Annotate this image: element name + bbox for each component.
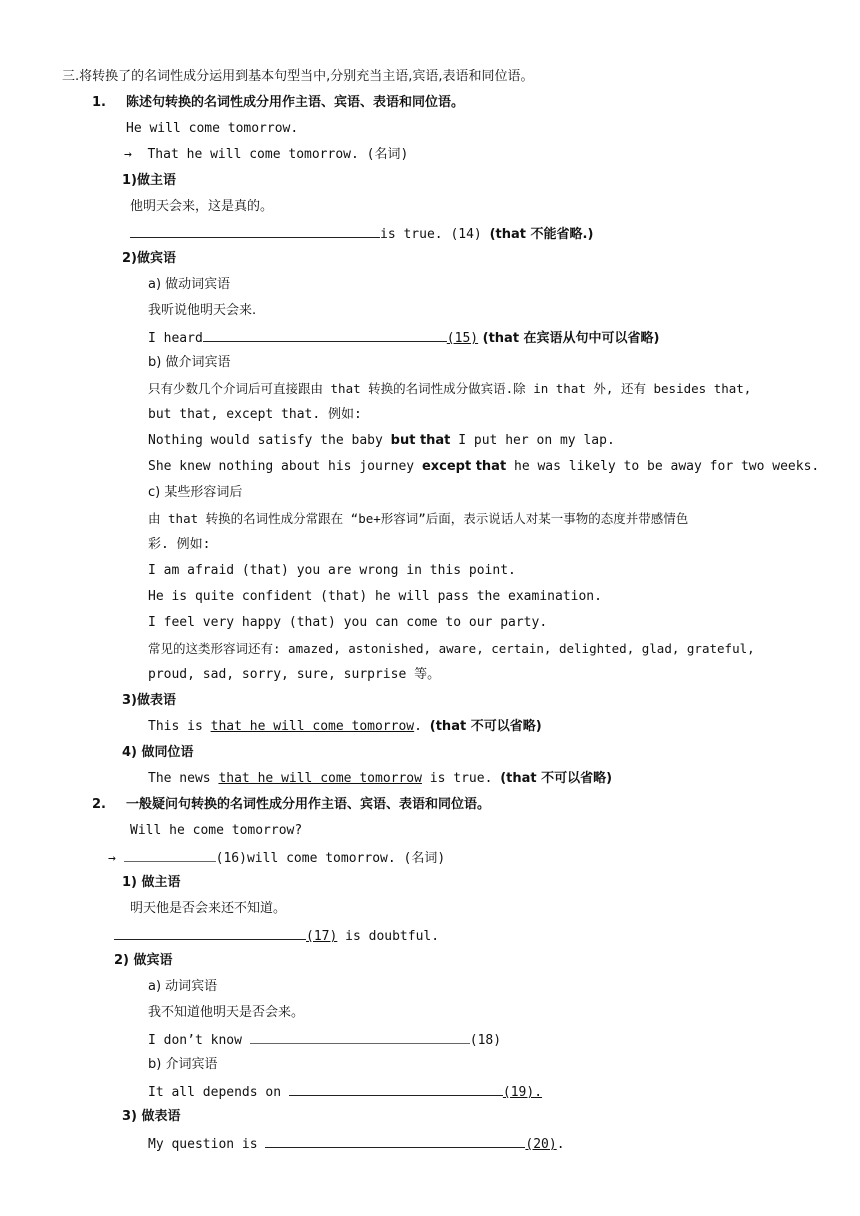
p1-appositive-note: (that 不可以省略) [500, 771, 613, 786]
p2-object-b-lead: It all depends on [148, 1085, 289, 1100]
p1-object-b-heading: b) 做介词宾语 [148, 355, 231, 370]
example-text: I put her on my lap. [450, 433, 615, 448]
part1-title: 陈述句转换的名词性成分用作主语、宾语、表语和同位语。 [126, 95, 465, 110]
p1-object-a-note: (that 在宾语从句中可以省略) [478, 331, 660, 346]
sentence-text: The news [148, 771, 219, 786]
part1-number: 1. [92, 95, 106, 110]
p1-subject-heading: 1)做主语 [122, 173, 176, 188]
part2-transform [108, 848, 445, 868]
p2-subject-heading: 1) 做主语 [122, 875, 181, 890]
section-title: 三.将转换了的名词性成分运用到基本句型当中,分别充当主语,宾语,表语和同位语。 [62, 69, 534, 84]
part2-example-result: (16)will come tomorrow. (名词) [215, 851, 446, 866]
part2-number: 2. [92, 797, 106, 812]
answer-blank-14[interactable] [130, 224, 380, 238]
p1-object-b-text2: but that, except that. 例如: [148, 407, 362, 422]
p1-object-b-text1: 只有少数几个介词后可直接跟由 that 转换的名词性成分做宾语.除 in that 外, 还有 besides that, [148, 381, 752, 396]
p1-object-c-example3: I feel very happy (that) you can come to our party. [148, 615, 548, 630]
p1-predicative-note: (that 不可以省略) [429, 719, 542, 734]
p1-subject-note: (that 不能省略.) [489, 227, 594, 242]
p1-object-a-heading: a) 做动词宾语 [148, 277, 231, 292]
underlined-clause: that he will come tomorrow [218, 771, 422, 786]
answer-blank-18[interactable] [250, 1030, 470, 1044]
p1-object-a-lead: I heard [148, 331, 203, 346]
p2-subject-number: (17) [306, 929, 338, 944]
p1-appositive-heading: 4) 做同位语 [122, 745, 194, 760]
p2-object-a-heading: a) 动词宾语 [148, 979, 218, 994]
part1-example-result: That he will come tomorrow. (名词) [147, 147, 409, 162]
sentence-text: . [414, 719, 430, 734]
p1-subject-tail: is true. (14) [380, 227, 490, 242]
p1-subject-sentence [130, 224, 593, 244]
part2-example: Will he come tomorrow? [130, 823, 303, 838]
p1-object-b-example2 [148, 458, 819, 476]
answer-blank-19[interactable] [289, 1082, 503, 1096]
p2-object-b-heading: b) 介词宾语 [148, 1057, 218, 1072]
answer-blank-20[interactable] [265, 1134, 525, 1148]
p2-object-a-chinese: 我不知道他明天是否会来。 [148, 1005, 305, 1020]
p1-subject-chinese: 他明天会来，这是真的。 [130, 199, 274, 214]
p2-object-a-number: (18) [469, 1033, 502, 1048]
p1-object-c-example1: I am afraid (that) you are wrong in this point. [148, 563, 516, 578]
p2-predicative-tail: . [556, 1137, 565, 1152]
p1-appositive-sentence [148, 770, 612, 788]
underlined-clause: that he will come tomorrow [210, 719, 415, 734]
answer-blank-17[interactable] [114, 926, 306, 940]
sentence-text: This is [148, 719, 211, 734]
part1-example: He will come tomorrow. [126, 121, 299, 136]
p1-predicative-heading: 3)做表语 [122, 693, 176, 708]
p1-object-b-example1 [148, 432, 615, 450]
p2-object-heading: 2) 做宾语 [114, 953, 173, 968]
p1-predicative-sentence [148, 718, 542, 736]
p1-object-c-list2: proud, sad, sorry, sure, surprise 等。 [148, 667, 441, 682]
part1-transform [124, 146, 408, 164]
p1-object-c-list1: 常见的这类形容词还有: amazed, astonished, aware, certain, delighted, glad, grateful, [148, 641, 755, 656]
p1-object-c-text1: 由 that 转换的名词性成分常跟在 “be+形容词”后面，表示说话人对某一事物的态度并带感情色 [148, 511, 689, 526]
p2-object-a-lead: I don’t know [148, 1033, 250, 1048]
p2-subject-tail: is doubtful. [337, 929, 440, 944]
p1-object-c-example2: He is quite confident (that) he will pass the examination. [148, 589, 602, 604]
p2-object-b-number: (19). [502, 1085, 543, 1100]
answer-blank-15[interactable] [203, 328, 447, 342]
p1-object-heading: 2)做宾语 [122, 251, 176, 266]
p2-predicative-lead: My question is [148, 1137, 266, 1152]
example-text: Nothing would satisfy the baby [148, 433, 391, 448]
p1-object-a-number: (15) [446, 331, 479, 346]
p2-object-a-sentence [148, 1030, 501, 1050]
p1-object-a-sentence [148, 328, 660, 348]
example-text: She knew nothing about his journey [148, 459, 422, 474]
arrow-icon: → [124, 147, 132, 162]
p2-predicative-number: (20) [525, 1137, 557, 1152]
part2-title: 一般疑问句转换的名词性成分用作主语、宾语、表语和同位语。 [126, 797, 491, 812]
p2-subject-sentence [114, 926, 439, 946]
example-keyword: but that [390, 433, 451, 448]
arrow-icon: → [108, 851, 116, 866]
p1-object-c-heading: c) 某些形容词后 [148, 485, 243, 500]
p1-object-a-chinese: 我听说他明天会来. [148, 303, 257, 318]
p2-predicative-sentence [148, 1134, 565, 1154]
p2-object-b-sentence [148, 1082, 542, 1102]
example-keyword: except that [421, 459, 507, 474]
p2-predicative-heading: 3) 做表语 [122, 1109, 181, 1124]
example-text: he was likely to be away for two weeks. [506, 459, 820, 474]
answer-blank-16[interactable] [124, 848, 216, 862]
sentence-text: is true. [421, 771, 501, 786]
p1-object-c-text2: 彩. 例如: [148, 537, 211, 552]
p2-subject-chinese: 明天他是否会来还不知道。 [130, 901, 287, 916]
